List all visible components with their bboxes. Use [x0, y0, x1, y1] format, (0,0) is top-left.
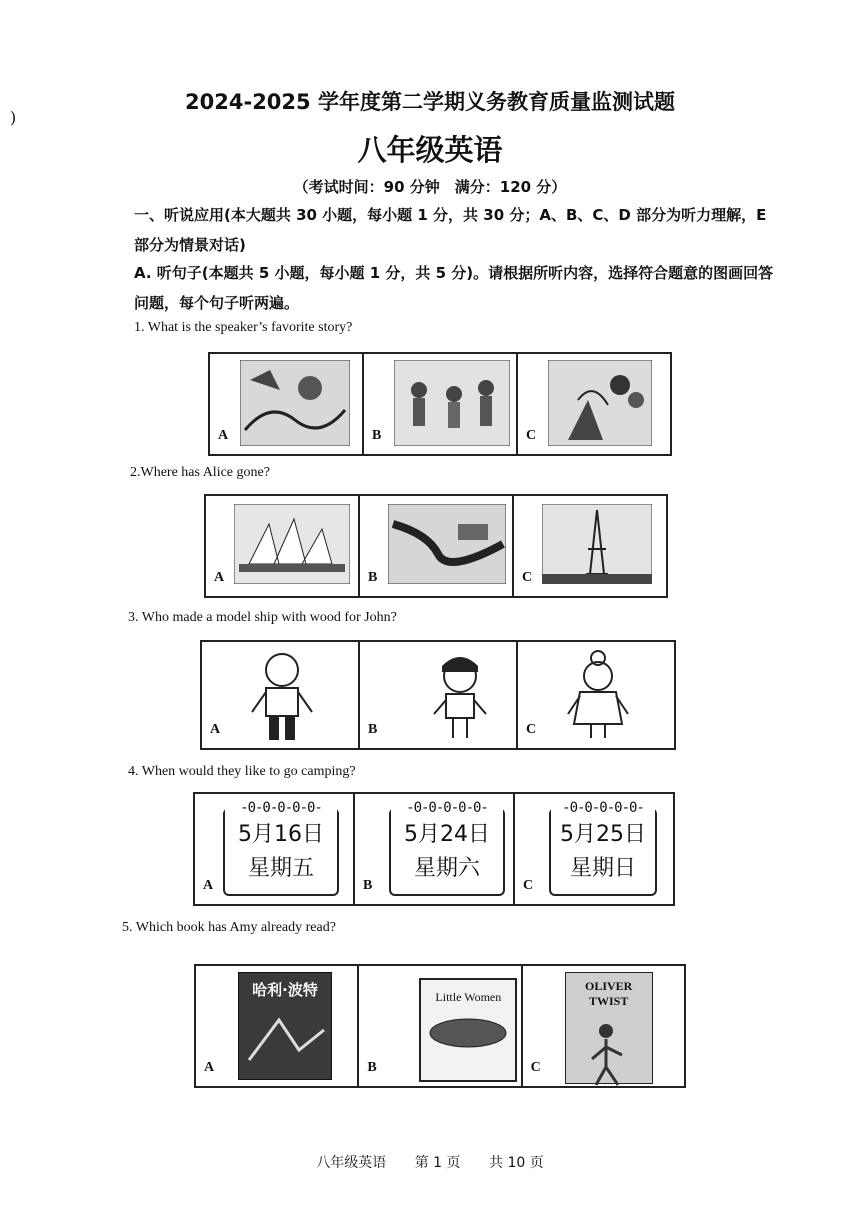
boy-picture [420, 648, 500, 742]
q1-option-c[interactable]: C [518, 354, 670, 454]
calendar-date: 5月25日 [560, 822, 646, 847]
q2-option-a[interactable]: A [206, 496, 360, 596]
footer-page: 第 1 页 [414, 1155, 461, 1171]
great-wall-picture [388, 504, 506, 584]
exam-title: 2024-2025 学年度第二学期义务教育质量监测试题 [185, 90, 675, 114]
q1-option-a[interactable]: A [210, 354, 364, 454]
q3-option-c[interactable]: C [518, 642, 674, 748]
q2-options [204, 494, 668, 598]
q1-option-b[interactable]: B [364, 354, 518, 454]
question-1: 1. What is the speaker’s favorite story? [134, 320, 353, 335]
calendar-rings: -0-0-0-0-0- [391, 800, 503, 816]
q4-option-b[interactable]: -0-0-0-0-0- 5月24日 星期六 B [355, 794, 515, 904]
exam-info: （考试时间：90 分钟 满分：120 分） [293, 178, 567, 196]
q5-option-c[interactable]: OLIVER TWIST C [523, 966, 684, 1086]
book-cover-a [238, 972, 332, 1080]
calendar-b [389, 800, 505, 896]
q3-option-b[interactable]: B [360, 642, 518, 748]
calendar-weekday: 星期日 [569, 856, 636, 881]
calendar-date: 5月24日 [404, 822, 490, 847]
q3-options [200, 640, 676, 750]
calendar-a [223, 800, 339, 896]
book-title-a: 哈利·波特 [252, 981, 318, 999]
q2-option-b[interactable]: B [360, 496, 514, 596]
q5-option-a[interactable]: 哈利·波特 A [196, 966, 359, 1086]
book-title-c: OLIVER TWIST [584, 979, 633, 1008]
calendar-c [549, 800, 657, 896]
question-4: 4. When would they like to go camping? [128, 764, 356, 779]
question-3: 3. Who made a model ship with wood for John? [128, 610, 397, 625]
book-art-a [239, 1000, 331, 1070]
part-a-instructions: A. 听句子(本题共 5 小题，每小题 1 分，共 5 分)。请根据所听内容，选择符合题意的图画回答问题，每个句子听两遍。 [134, 264, 774, 312]
section-heading: 一、听说应用(本大题共 30 小题，每小题 1 分，共 30 分；A、B、C、D 部分为听力理解，E 部分为情景对话) [134, 206, 767, 254]
footer-total: 共 10 页 [489, 1155, 544, 1171]
book-cover-b [419, 978, 517, 1082]
grandfather-picture [242, 648, 322, 742]
calendar-weekday: 星期五 [247, 856, 314, 881]
story-picture-c [548, 360, 652, 446]
book-art-b [421, 1005, 515, 1065]
q1-options [208, 352, 672, 456]
q3-option-a[interactable]: A [202, 642, 360, 748]
q2-option-c[interactable]: C [514, 496, 666, 596]
q5-option-b[interactable]: Little Women B [359, 966, 522, 1086]
margin-mark: ) [10, 108, 17, 127]
q4-option-c[interactable]: -0-0-0-0-0- 5月25日 星期日 C [515, 794, 673, 904]
grandmother-picture [558, 648, 638, 742]
calendar-date: 5月16日 [238, 822, 324, 847]
calendar-weekday: 星期六 [413, 856, 480, 881]
eiffel-tower-picture [542, 504, 652, 584]
book-cover-c [565, 972, 653, 1084]
page-footer [0, 1152, 860, 1172]
footer-subject: 八年级英语 [316, 1155, 387, 1171]
q4-option-a[interactable]: -0-0-0-0-0- 5月16日 星期五 A [195, 794, 355, 904]
book-title-b: Little Women [435, 990, 502, 1004]
subject-title: 八年级英语 [357, 133, 503, 167]
q4-options [193, 792, 675, 906]
story-picture-b [394, 360, 510, 446]
question-5: 5. Which book has Amy already read? [122, 920, 336, 935]
q5-options [194, 964, 686, 1088]
opera-house-picture [234, 504, 350, 584]
story-picture-a [240, 360, 350, 446]
book-art-c [566, 1009, 652, 1089]
calendar-rings: -0-0-0-0-0- [551, 800, 655, 816]
calendar-rings: -0-0-0-0-0- [225, 800, 337, 816]
question-2: 2.Where has Alice gone? [130, 465, 270, 480]
